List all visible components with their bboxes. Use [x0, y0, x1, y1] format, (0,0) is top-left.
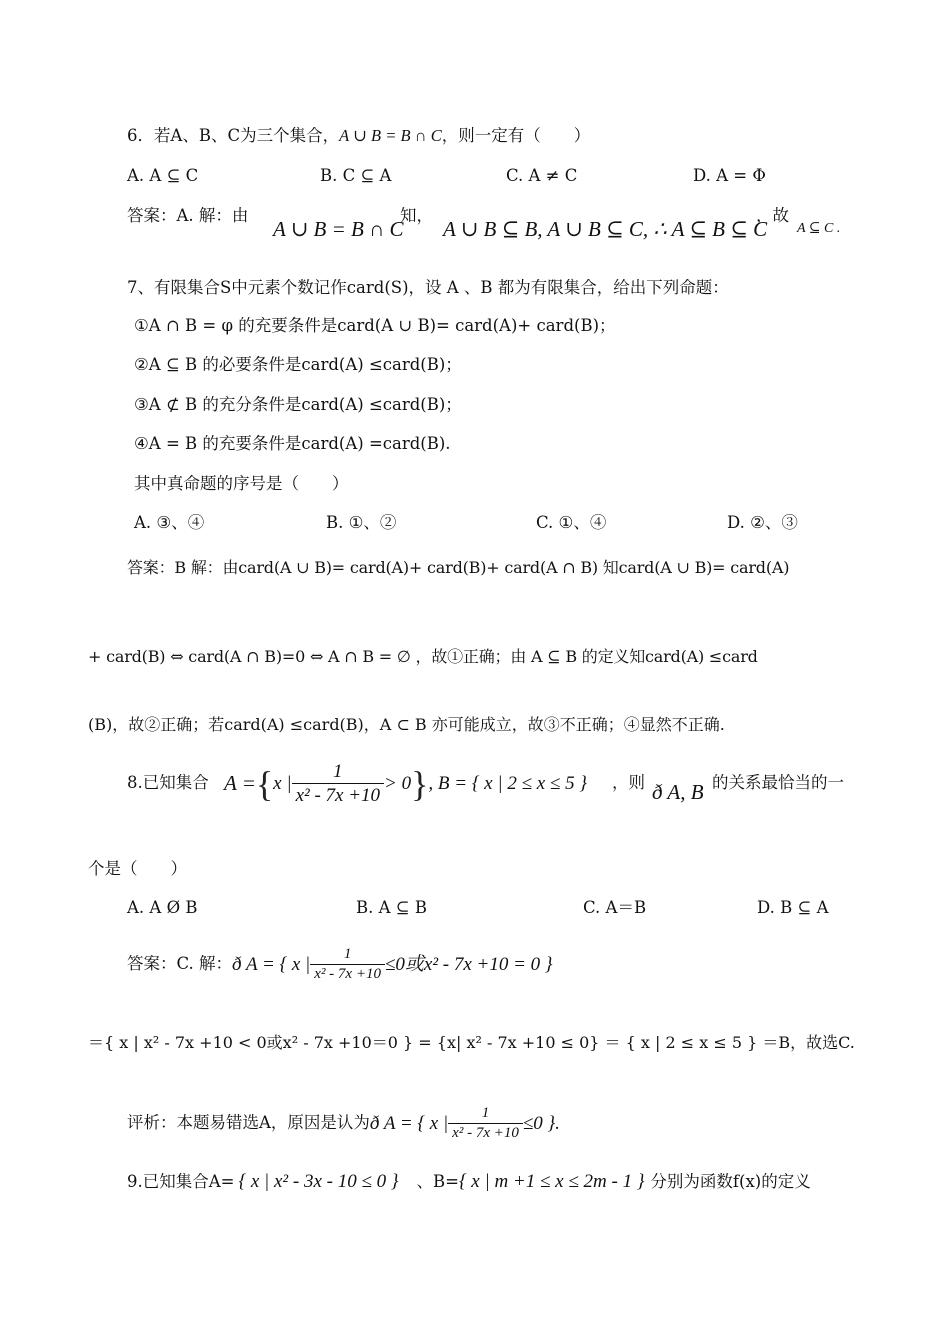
q7-option-d: D. ②、③ — [727, 513, 798, 532]
q7-proposition-4: ④A = B 的充要条件是card(A) =card(B). — [134, 434, 451, 453]
q8-comment-fraction — [448, 1106, 523, 1141]
q7-proposition-3: ③A ⊄ B 的充分条件是card(A) ≤card(B)； — [134, 395, 462, 414]
q6-answer-so: ，故 — [756, 206, 789, 225]
q8-answer-fraction-numerator: 1 — [343, 946, 352, 962]
q7-option-c: C. ①、④ — [536, 513, 607, 532]
q6-stem: 6．若A、B、C为三个集合，A ∪ B = B ∩ C，则一定有（ ） — [127, 126, 591, 145]
q9-stem-prefix: 9.已知集合A= — [127, 1172, 235, 1191]
q8-set-a-label: A = — [224, 771, 256, 795]
q8-answer-complement: ð A = { x | — [232, 954, 311, 975]
q7-answer-line-1: 答案：B 解：由card(A ∪ B)= card(A)+ card(B)+ card(A ∩ B) 知card(A ∪ B)= card(A) — [127, 558, 790, 577]
q9-stem — [127, 1172, 811, 1191]
q8-comment-prefix: 评析：本题易错选A，原因是认为 — [127, 1113, 370, 1133]
q8-comment — [127, 1106, 560, 1141]
q8-fraction-numerator: 1 — [333, 761, 343, 782]
q7-proposition-2: ②A ⊆ B 的必要条件是card(A) ≤card(B)； — [134, 355, 462, 374]
q8-set-a — [224, 762, 587, 805]
q9-tail: 分别为函数f(x)的定义 — [650, 1172, 811, 1191]
q8-set-a-var: x | — [273, 773, 292, 794]
q8-option-d: D. B ⊆ A — [757, 898, 829, 917]
q8-relation-tail: 的关系最恰当的一 — [712, 773, 844, 792]
q6-option-b: B. C ⊆ A — [320, 166, 392, 185]
q6-answer-eq: A ∪ B = B ∩ C — [273, 217, 404, 241]
q8-comment-fraction-denominator: x² - 7x +10 — [448, 1123, 523, 1141]
q8-comment-cond: ≤0 }. — [522, 1113, 560, 1134]
q8-left-brace: { — [255, 763, 274, 804]
q7-stem: 7、有限集合S中元素个数记作card(S)，设 A 、B 都为有限集合，给出下列命题： — [127, 278, 729, 297]
q8-answer-cond: ≤0或x² - 7x +10 = 0 } — [384, 954, 553, 975]
q7-answer-line-3: (B)，故②正确；若card(A) ≤card(B)，A ⊂ B 亦可能成立，故③不正确；④显然不正确. — [88, 715, 725, 734]
q8-comment-complement: ð A = { x | — [369, 1113, 449, 1134]
q7-proposition-1: ①A ∩ B = φ 的充要条件是card(A ∪ B)= card(A)+ card(B)； — [134, 316, 616, 335]
q8-stem-continued: 个是（ ） — [88, 859, 187, 878]
q9-set-b: { x | m +1 ≤ x ≤ 2m - 1 } — [458, 1171, 645, 1192]
q7-answer-line-2: + card(B) ⇔ card(A ∩ B)=0 ⇔ A ∩ B = ∅ ，故①正确；由 A ⊆ B 的定义知card(A) ≤card — [88, 647, 758, 666]
q9-mid: 、B= — [416, 1172, 459, 1191]
q8-relation: ð A, B — [652, 780, 704, 804]
q8-answer-prefix: 答案：C. 解： — [127, 954, 233, 974]
q8-comment-fraction-numerator: 1 — [481, 1105, 490, 1121]
q8-option-b: B. A ⊆ B — [356, 898, 427, 917]
q6-answer-end: A ⊆ C . — [797, 221, 841, 236]
q7-option-a: A. ③、④ — [134, 513, 205, 532]
q8-stem: 8.已知集合 — [127, 773, 209, 792]
q8-option-c: C. A＝B — [583, 898, 647, 917]
q6-answer-know: 知， — [400, 206, 433, 225]
q8-set-a-cond: > 0 — [384, 773, 412, 794]
q6-option-d: D. A = Φ — [693, 166, 766, 185]
q8-right-brace: } — [411, 763, 429, 804]
q8-answer-fraction — [310, 947, 385, 982]
q8-fraction-denominator: x² - 7x +10 — [292, 783, 384, 805]
q8-option-a: A. A Ø B — [127, 898, 198, 917]
q8-answer-line-2: ＝{ x | x² - 7x +10 < 0或x² - 7x +10＝0 } = {x| x² - 7x +10 ≤ 0} ＝ { x | 2 ≤ x ≤ 5 } ＝B，故选C. — [88, 1033, 855, 1052]
q6-answer-chain: A ∪ B ⊆ B, A ∪ B ⊆ C, ∴ A ⊆ B ⊆ C — [443, 217, 768, 241]
q8-fraction — [292, 762, 384, 805]
q6-option-c: C. A ≠ C — [506, 166, 578, 185]
q9-set-a: { x | x² - 3x - 10 ≤ 0 } — [238, 1171, 399, 1192]
q7-option-b: B. ①、② — [326, 513, 397, 532]
q8-answer-fraction-denominator: x² - 7x +10 — [310, 964, 385, 982]
q7-question: 其中真命题的序号是（ ） — [134, 474, 349, 493]
q8-relation-pre: ，则 — [612, 773, 645, 792]
q6-answer-prefix: 答案：A. 解：由 — [127, 206, 249, 225]
q6-option-a: A. A ⊆ C — [127, 166, 199, 185]
q8-set-b: , B = { x | 2 ≤ x ≤ 5 } — [428, 773, 587, 794]
q8-answer-line-1 — [127, 947, 553, 982]
